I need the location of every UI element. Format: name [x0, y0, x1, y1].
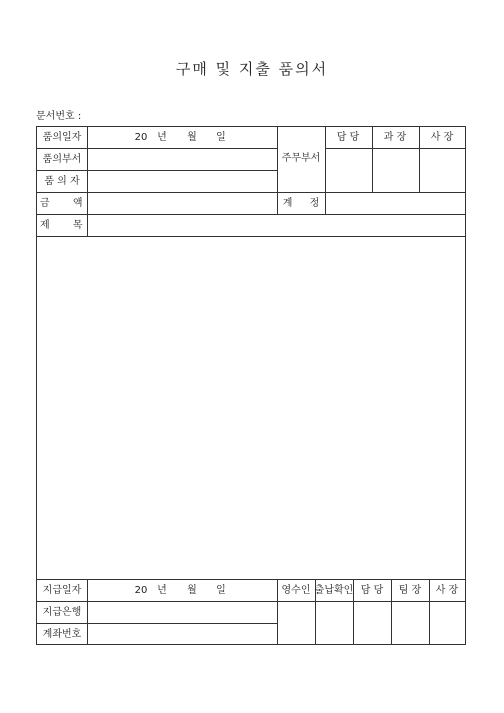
approval-bottom-staff: 담 당 [360, 585, 384, 596]
rule [87, 579, 88, 645]
label-request-dept: 품의부서 [42, 154, 82, 165]
rule [277, 127, 278, 214]
rule [419, 127, 420, 192]
rule [391, 579, 392, 645]
rule [37, 192, 465, 193]
date-day: 일 [216, 132, 226, 143]
label-amount: 금 액 [40, 198, 83, 209]
payment-year: 년 [157, 585, 167, 596]
rule [325, 148, 466, 149]
payment-month: 월 [187, 585, 197, 596]
rule [325, 127, 326, 214]
rule [37, 623, 277, 624]
rule [277, 579, 278, 645]
rule [37, 214, 465, 215]
rule [87, 127, 88, 236]
rule [37, 170, 277, 171]
rule [429, 579, 430, 645]
document-title: 구매 및 지출 품의서 [175, 60, 329, 78]
date-year-prefix: 20 [134, 132, 148, 143]
label-payment-date: 지급일자 [42, 585, 82, 596]
label-account-number: 계좌번호 [42, 629, 82, 640]
label-receipt-seal: 영수인 [281, 585, 311, 596]
approval-top-ceo: 사 장 [430, 132, 454, 143]
rule [37, 579, 465, 580]
payment-year-prefix: 20 [134, 585, 148, 596]
label-main-dept: 주무부서 [281, 153, 321, 164]
rule [37, 236, 465, 237]
label-request-date: 품의일자 [42, 132, 82, 143]
label-account: 계 정 [282, 198, 320, 209]
approval-bottom-ceo: 사 장 [435, 585, 459, 596]
rule [37, 601, 465, 602]
rule [37, 148, 277, 149]
approval-top-staff: 담 당 [336, 132, 360, 143]
payment-day: 일 [216, 585, 226, 596]
label-disbursement-check: 출납확인 [314, 585, 354, 596]
label-payment-bank: 지급은행 [42, 607, 82, 618]
approval-top-manager: 과 장 [383, 132, 407, 143]
form-table [36, 126, 466, 645]
approval-bottom-team-lead: 팀 장 [398, 585, 422, 596]
date-year: 년 [157, 132, 167, 143]
doc-number-label: 문서번호 : [36, 111, 82, 122]
label-requester: 품 의 자 [44, 176, 80, 187]
label-subject: 제 목 [40, 220, 83, 231]
rule [372, 127, 373, 192]
date-month: 월 [187, 132, 197, 143]
